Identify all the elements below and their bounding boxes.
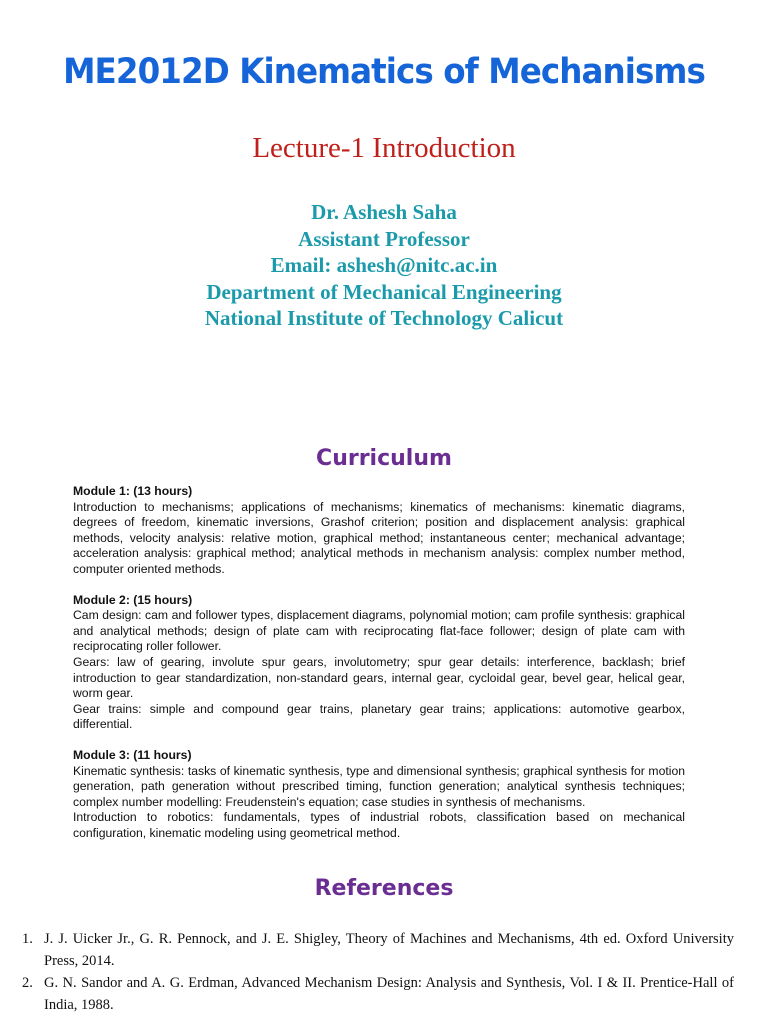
- module-3: [73, 748, 685, 842]
- author-department: Department of Mechanical Engineering: [206, 279, 562, 304]
- reference-text: J. J. Uicker Jr., G. R. Pennock, and J. E. Shigley, Theory of Machines and Mechanisms, 4th ed. Oxford University Press, 2014.: [44, 931, 734, 969]
- module-paragraph: Gears: law of gearing, involute spur gears, involutometry; spur gear details: interference, backlash; brief introduction to gear standardization, non-standard gears, internal gear, cycloidal gear, bevel gear, helical gear, worm gear.: [73, 654, 685, 701]
- module-paragraph: Kinematic synthesis: tasks of kinematic synthesis, type and dimensional synthesis; graphical synthesis for motion generation, path generation without prescribed timing, function generation; analytical synthesis techniques; complex number modelling: Freudenstein's equation; case studies in synthesis of mechanisms.: [73, 763, 685, 809]
- reference-item: [22, 972, 734, 1016]
- author-email: Email: ashesh@nitc.ac.in: [270, 253, 498, 277]
- module-paragraph: Introduction to robotics: fundamentals, types of industrial robots, classification based on mechanical configuration, kinematic modeling using geometrical method.: [73, 810, 685, 840]
- reference-item: [22, 928, 734, 972]
- author-position: Assistant Professor: [298, 226, 470, 251]
- module-title: Module 3: (11 hours): [73, 747, 192, 762]
- author-block: [0, 199, 768, 332]
- author-name: Dr. Ashesh Saha: [311, 200, 457, 224]
- module-title: Module 1: (13 hours): [73, 484, 193, 498]
- lecture-subtitle: Lecture-1 Introduction: [252, 132, 516, 164]
- module-paragraph: Introduction to mechanisms; applications of mechanisms; kinematics of mechanisms: kinematic diagrams, degrees of freedom, kinematic inversions, Grashof criterion; position and displacement analysis: graphical methods, velocity analysis: relative motion, graphical method; instantaneous center; mechanical advantage; acceleration analysis: graphical method; analytical methods in mechanism analysis: complex number method, computer oriented methods.: [73, 499, 685, 576]
- curriculum-body: [73, 484, 685, 856]
- module-2: [73, 593, 685, 733]
- module-1: [73, 484, 685, 578]
- module-paragraph: Cam design: cam and follower types, displacement diagrams, polynomial motion; cam profile synthesis: graphical and analytical methods; design of plate cam with reciprocating flat-face follower; design of plate cam with reciprocating roller follower.: [73, 608, 685, 654]
- references-heading: References: [314, 876, 454, 901]
- reference-number: 1.: [22, 931, 33, 947]
- curriculum-heading: Curriculum: [316, 446, 452, 471]
- page-title: ME2012D Kinematics of Mechanisms: [63, 52, 705, 92]
- author-institute: National Institute of Technology Calicut: [204, 306, 564, 330]
- module-title: Module 2: (15 hours): [73, 592, 193, 607]
- reference-number: 2.: [22, 975, 33, 991]
- module-paragraph: Gear trains: simple and compound gear trains, planetary gear trains; applications: automotive gearbox, differential.: [73, 701, 685, 732]
- references-list: [22, 928, 734, 1016]
- reference-text: G. N. Sandor and A. G. Erdman, Advanced Mechanism Design: Analysis and Synthesis, Vol. I & II. Prentice-Hall of India, 1988.: [44, 975, 734, 1013]
